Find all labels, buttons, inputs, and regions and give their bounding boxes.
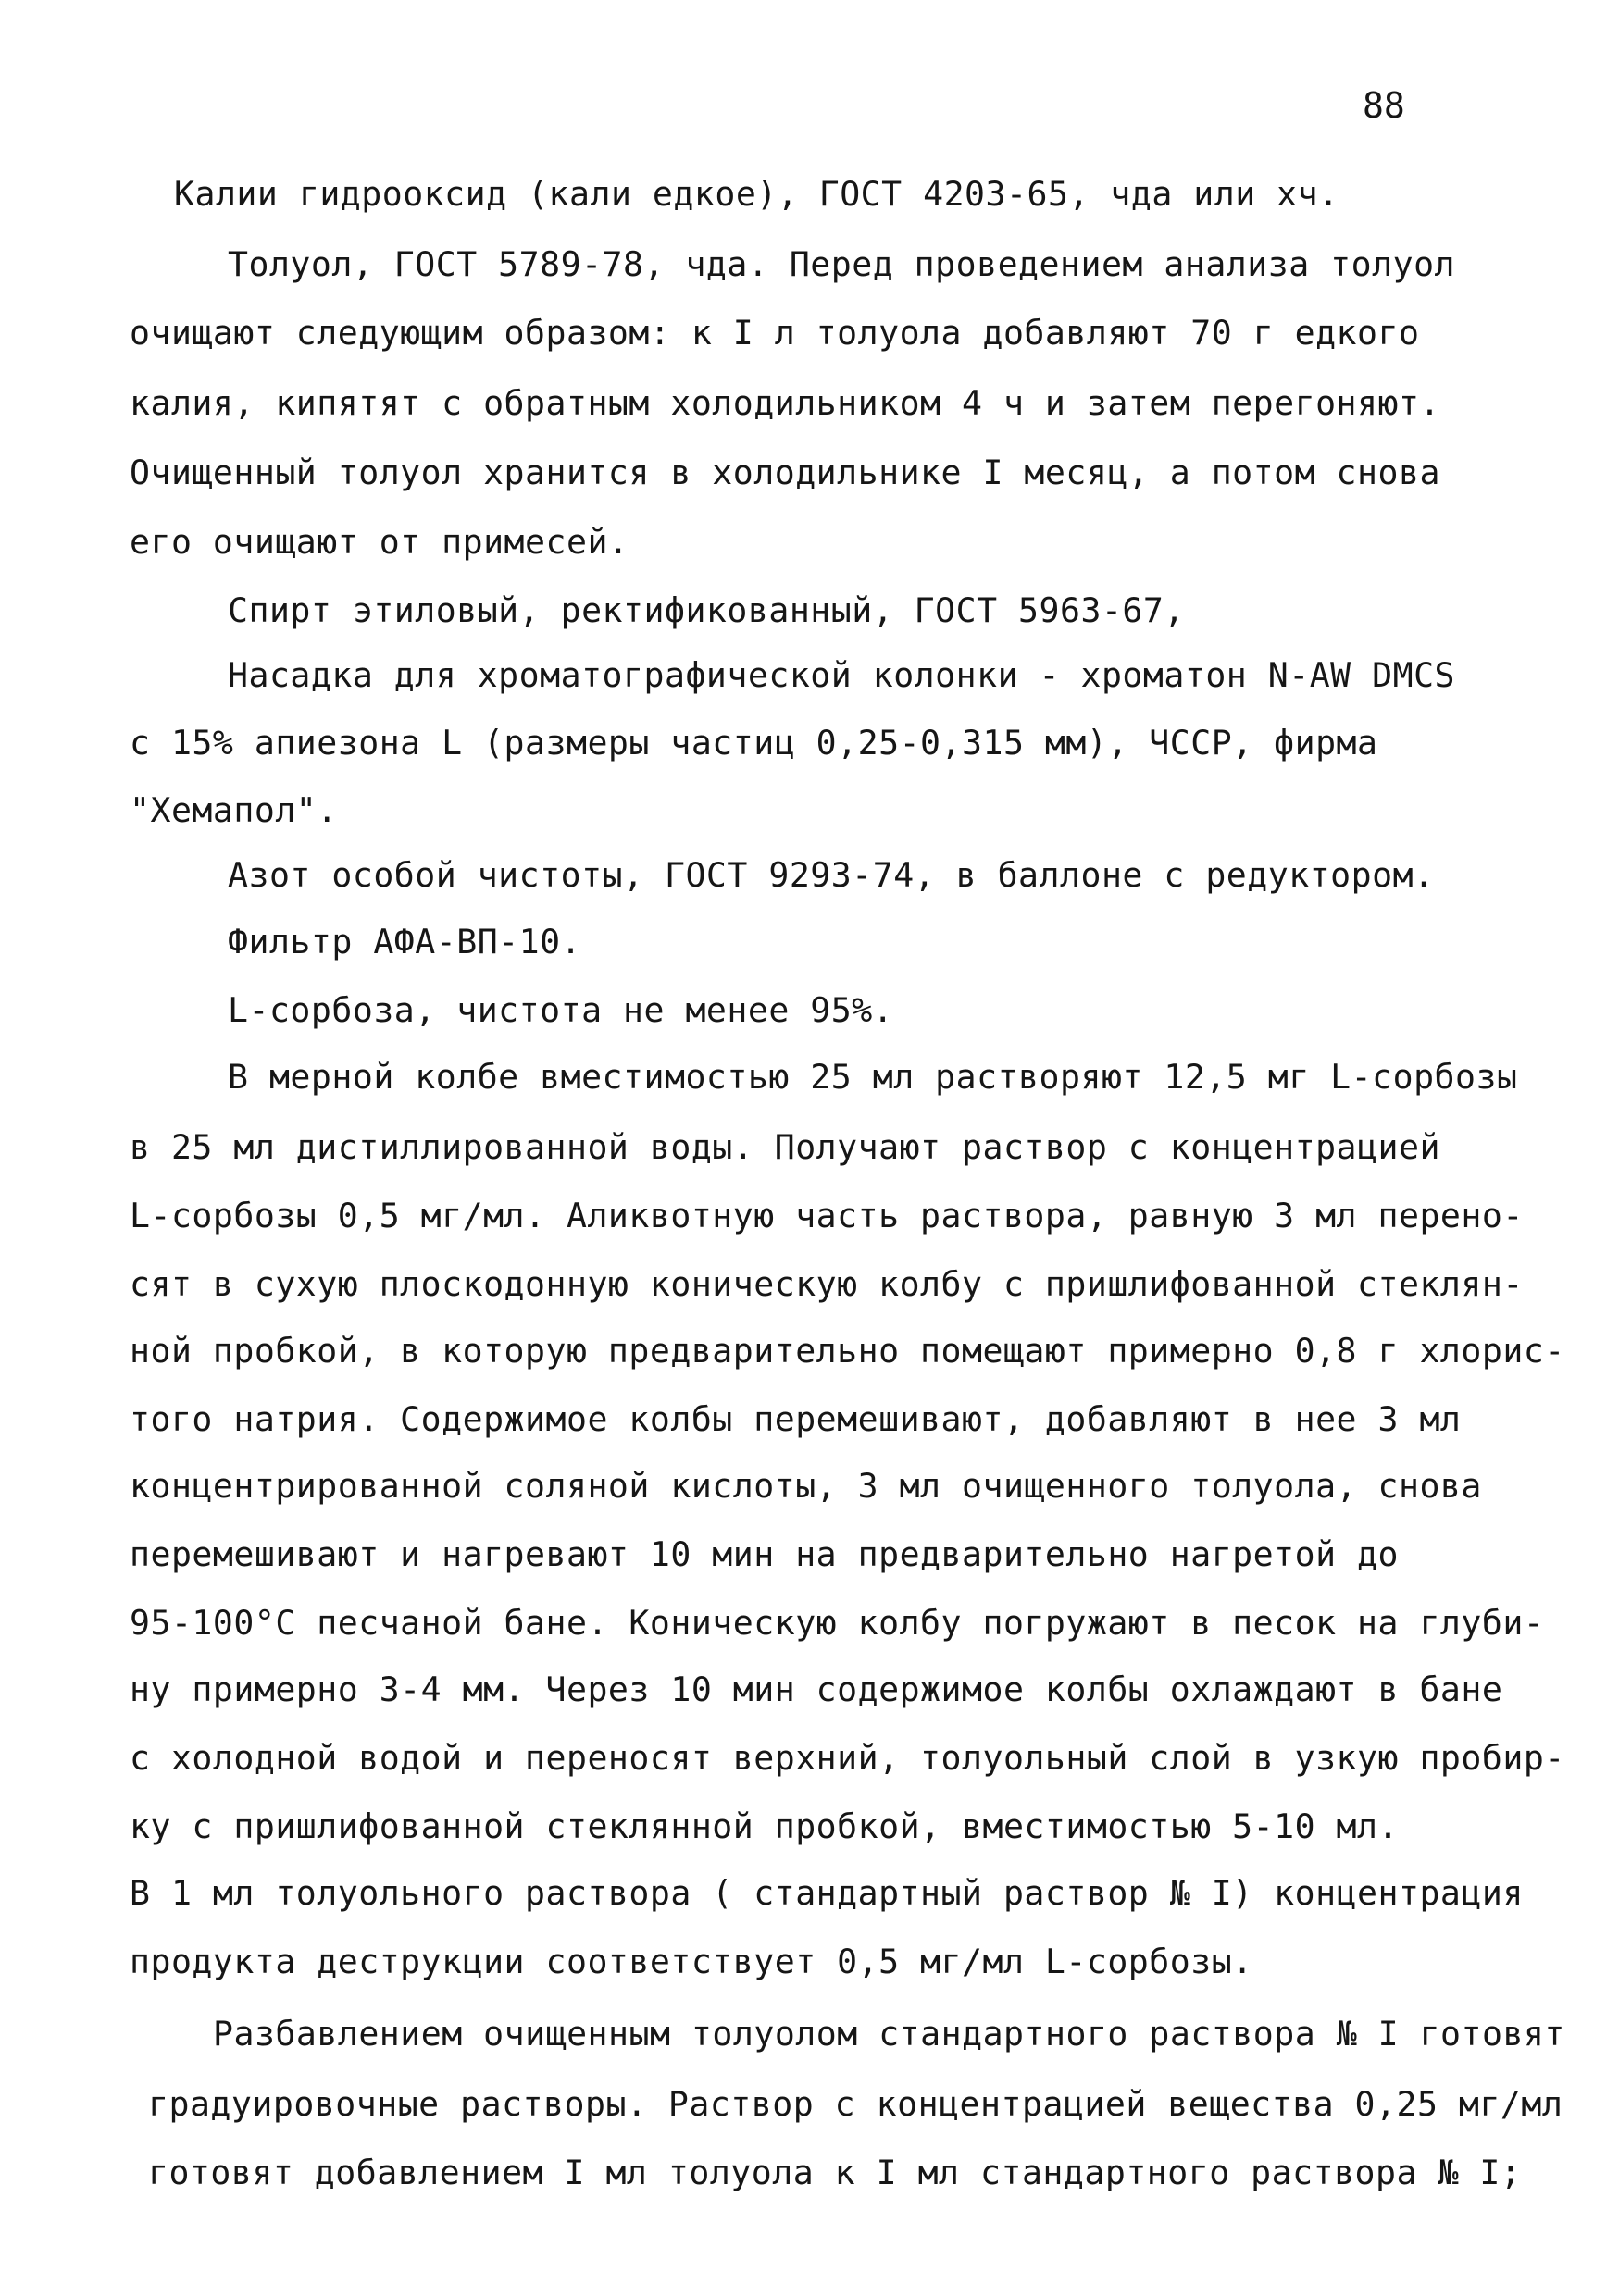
text-line: Насадка для хроматографической колонки - хроматон N-AW DMCS <box>228 655 1456 695</box>
text-line: Калии гидрооксид (кали едкое), ГОСТ 4203-65, чда или хч. <box>174 174 1339 214</box>
text-line: в 25 мл дистиллированной воды. Получают раствор с концентрацией <box>130 1127 1440 1167</box>
text-line: ну примерно 3-4 мм. Через 10 мин содержимое колбы охлаждают в бане <box>130 1669 1503 1709</box>
text-line: сят в сухую плоскодонную коническую колбу с пришлифованной стеклян- <box>130 1264 1524 1304</box>
text-line: того натрия. Содержимое колбы перемешивают, добавляют в нее 3 мл <box>130 1399 1462 1439</box>
text-line: Фильтр АФА-ВП-10. <box>228 922 582 962</box>
text-line: градуировочные растворы. Раствор с концентрацией вещества 0,25 мг/мл <box>148 2084 1563 2124</box>
text-line: калия, кипятят с обратным холодильником 4 ч и затем перегоняют. <box>130 383 1440 423</box>
text-line: с холодной водой и переносят верхний, толуольный слой в узкую пробир- <box>130 1738 1565 1778</box>
text-line: его очищают от примесей. <box>130 522 629 562</box>
text-line: продукта деструкции соответствует 0,5 мг/мл L-сорбозы. <box>130 1942 1253 1981</box>
text-line: с 15% апиезона L (размеры частиц 0,25-0,315 мм), ЧССР, фирма <box>130 723 1378 763</box>
text-line: L-сорбозы 0,5 мг/мл. Аликвотную часть раствора, равную 3 мл перено- <box>130 1196 1524 1235</box>
text-line: L-сорбоза, чистота не менее 95%. <box>228 990 894 1030</box>
text-line: ку с пришлифованной стеклянной пробкой, вместимостью 5-10 мл. <box>130 1806 1399 1846</box>
text-line: Разбавлением очищенным толуолом стандартного раствора № I готовят <box>213 2014 1565 2054</box>
text-line: Очищенный толуол хранится в холодильнике I месяц, а потом снова <box>130 453 1440 492</box>
text-line: ной пробкой, в которую предварительно помещают примерно 0,8 г хлорис- <box>130 1331 1565 1371</box>
text-line: концентрированной соляной кислоты, 3 мл очищенного толуола, снова <box>130 1466 1482 1506</box>
text-line: перемешивают и нагревают 10 мин на предварительно нагретой до <box>130 1534 1399 1574</box>
text-line: Азот особой чистоты, ГОСТ 9293-74, в баллоне с редуктором. <box>228 855 1435 895</box>
text-line: В мерной колбе вместимостью 25 мл растворяют 12,5 мг L-сорбозы <box>228 1057 1518 1097</box>
text-line: "Хемапол". <box>130 790 338 830</box>
text-line: В 1 мл толуольного раствора ( стандартный раствор № I) концентрация <box>130 1873 1524 1913</box>
text-line: Толуол, ГОСТ 5789-78, чда. Перед проведением анализа толуол <box>228 244 1456 284</box>
text-line: очищают следующим образом: к I л толуола добавляют 70 г едкого <box>130 313 1420 353</box>
page-number: 88 <box>1363 85 1405 126</box>
text-line: 95-100°C песчаной бане. Коническую колбу погружают в песок на глуби- <box>130 1603 1545 1643</box>
text-line: Спирт этиловый, ректификованный, ГОСТ 5963-67, <box>228 590 1185 630</box>
text-line: готовят добавлением I мл толуола к I мл стандартного раствора № I; <box>148 2153 1522 2192</box>
